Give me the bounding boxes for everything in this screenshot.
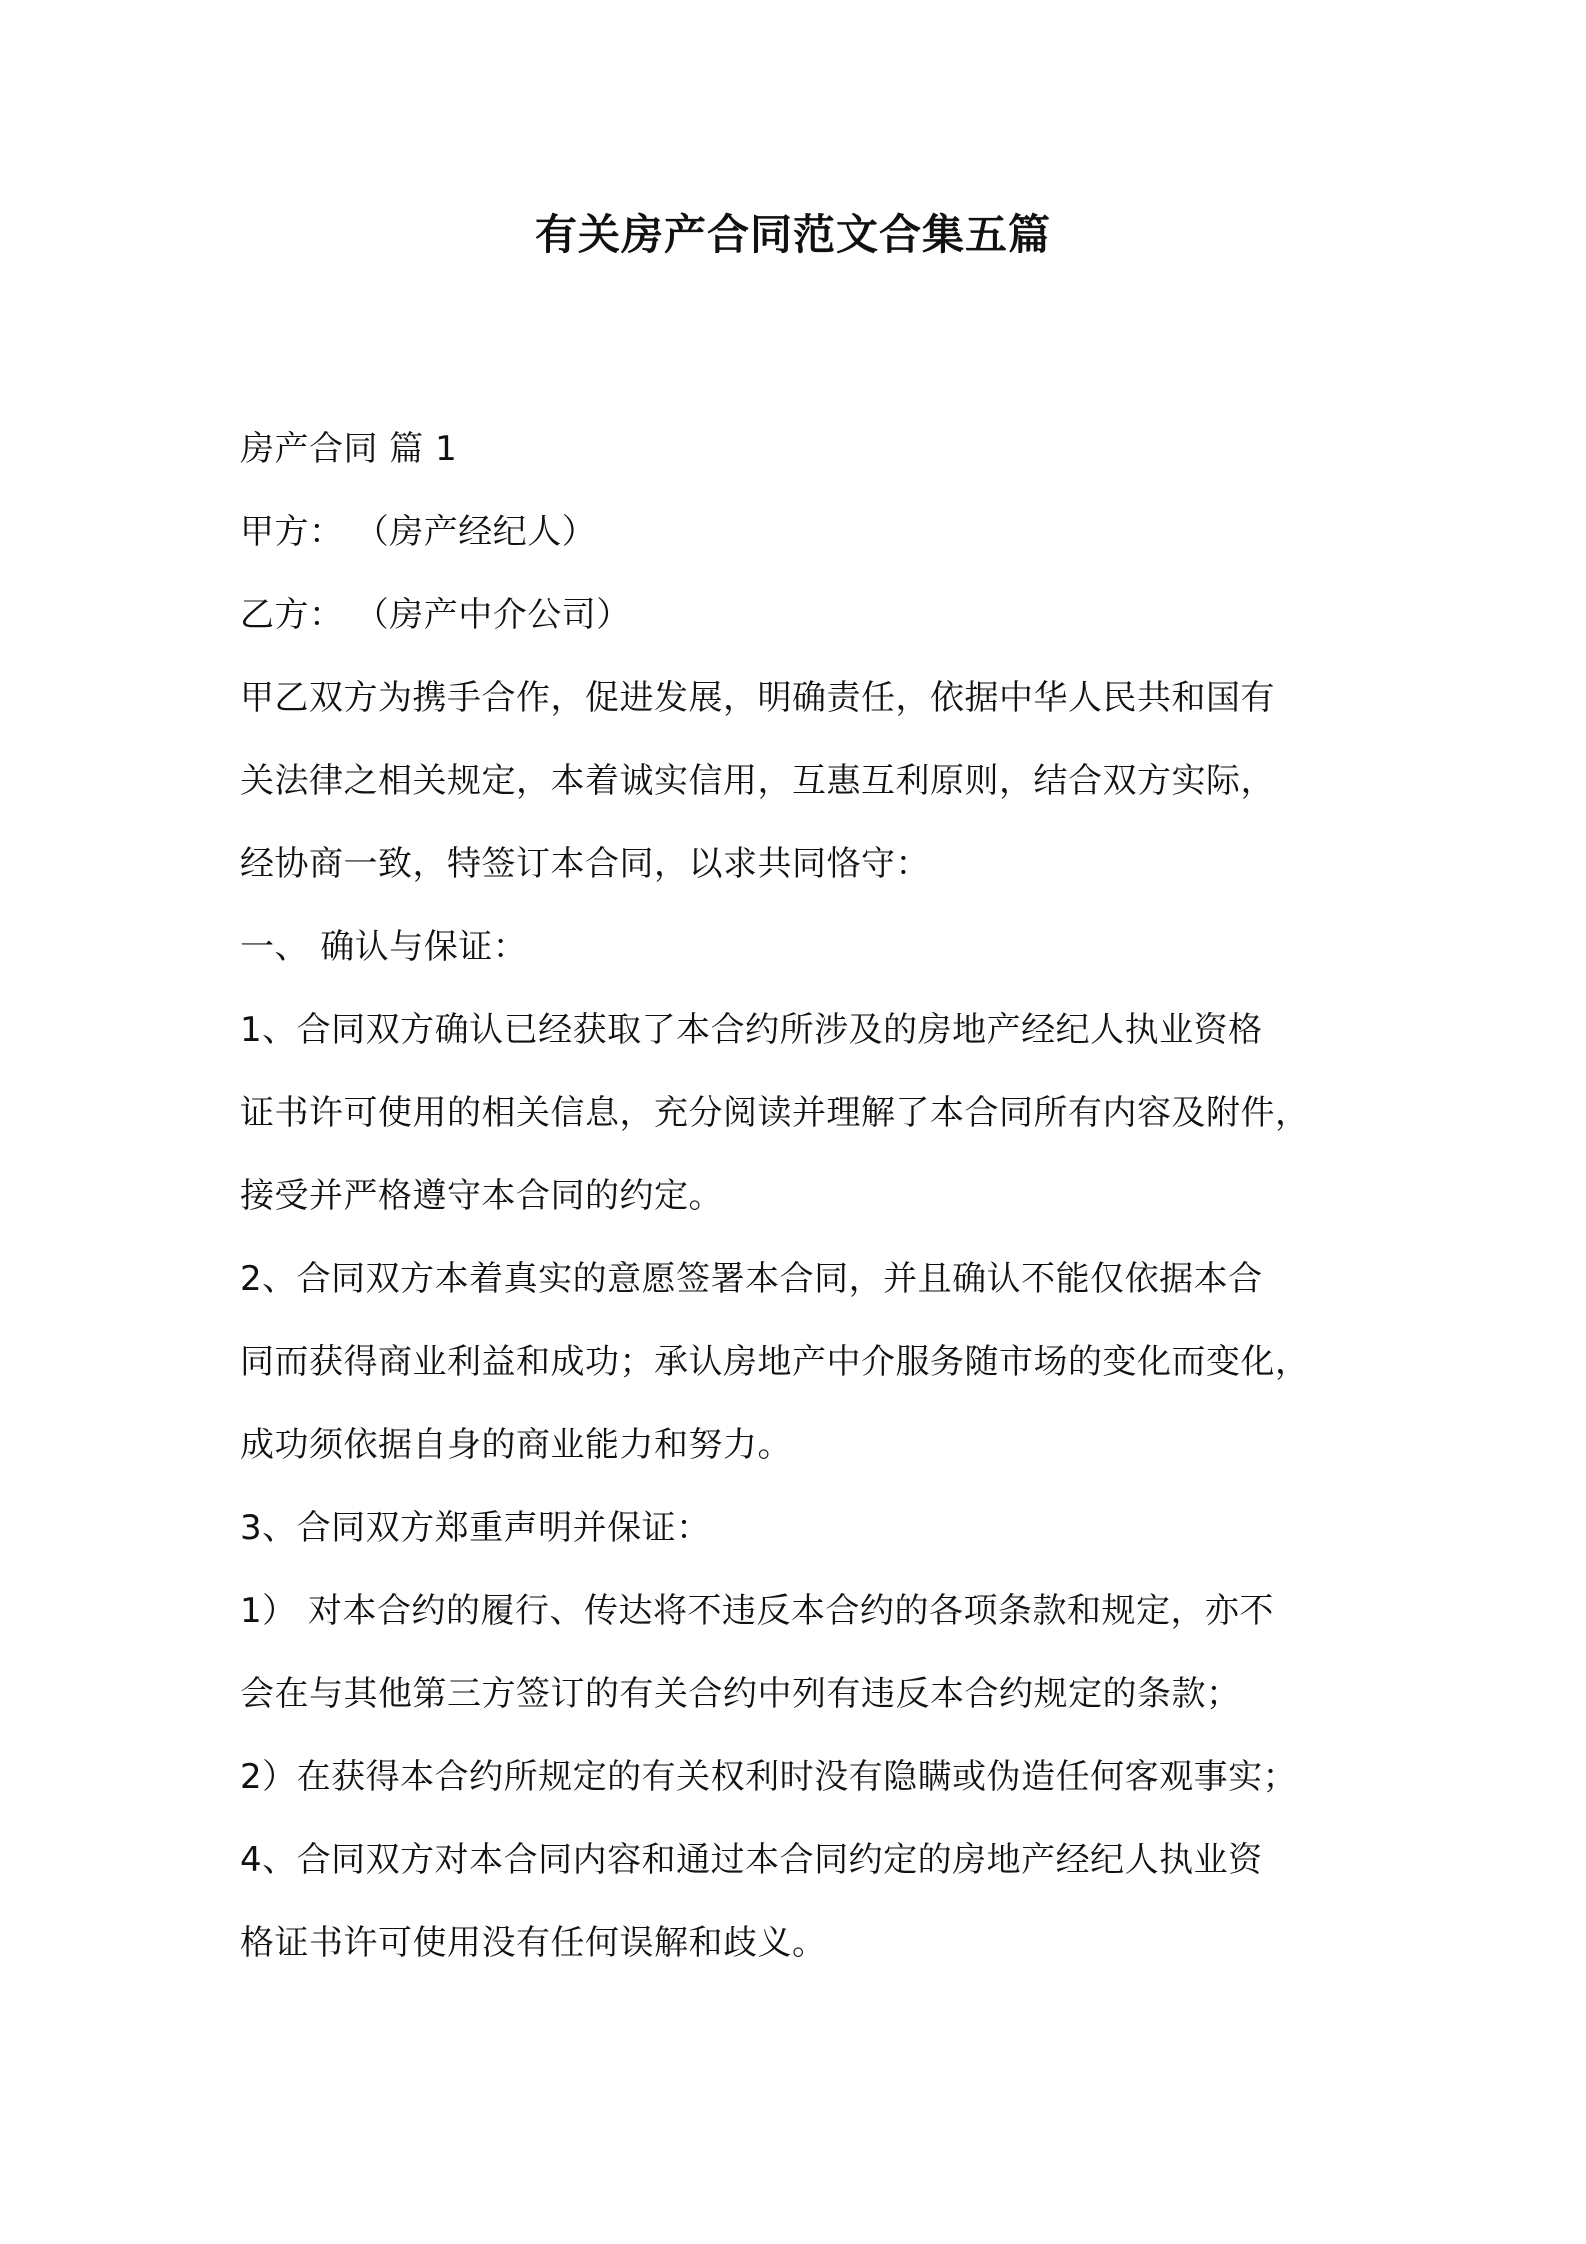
body-line: 会在与其他第三方签订的有关合约中列有违反本合约规定的条款； <box>240 1674 1241 1714</box>
clause-heading: 一、 确认与保证： <box>240 927 528 967</box>
body-line: 甲乙双方为携手合作，促进发展，明确责任，依据中华人民共和国有 <box>240 678 1275 718</box>
body-line: 2）在获得本合约所规定的有关权利时没有隐瞒或伪造任何客观事实； <box>240 1757 1298 1797</box>
document-title: 有关房产合同范文合集五篇 <box>534 210 1051 259</box>
body-line: 接受并严格遵守本合同的约定。 <box>240 1176 723 1216</box>
body-line: 1、合同双方确认已经获取了本合约所涉及的房地产经纪人执业资格 <box>240 1010 1263 1050</box>
body-line: 证书许可使用的相关信息，充分阅读并理解了本合同所有内容及附件， <box>240 1093 1310 1133</box>
party-b-line: 乙方： （房产中介公司） <box>240 595 631 635</box>
body-line: 4、合同双方对本合同内容和通过本合同约定的房地产经纪人执业资 <box>240 1840 1263 1880</box>
body-line: 格证书许可使用没有任何误解和歧义。 <box>240 1923 827 1963</box>
document-body <box>240 408 1360 1985</box>
body-line: 3、合同双方郑重声明并保证： <box>240 1508 711 1548</box>
party-a-line: 甲方： （房产经纪人） <box>240 512 597 552</box>
body-line: 成功须依据自身的商业能力和努力。 <box>240 1425 792 1465</box>
body-line: 2、合同双方本着真实的意愿签署本合同，并且确认不能仅依据本合 <box>240 1259 1263 1299</box>
section-heading: 房产合同 篇 1 <box>240 429 458 469</box>
body-line: 关法律之相关规定，本着诚实信用，互惠互利原则，结合双方实际， <box>240 761 1275 801</box>
body-line: 经协商一致，特签订本合同，以求共同恪守： <box>240 844 930 884</box>
body-line: 同而获得商业利益和成功；承认房地产中介服务随市场的变化而变化， <box>240 1342 1310 1382</box>
body-line: 1） 对本合约的履行、传达将不违反本合约的各项条款和规定，亦不 <box>240 1591 1274 1631</box>
